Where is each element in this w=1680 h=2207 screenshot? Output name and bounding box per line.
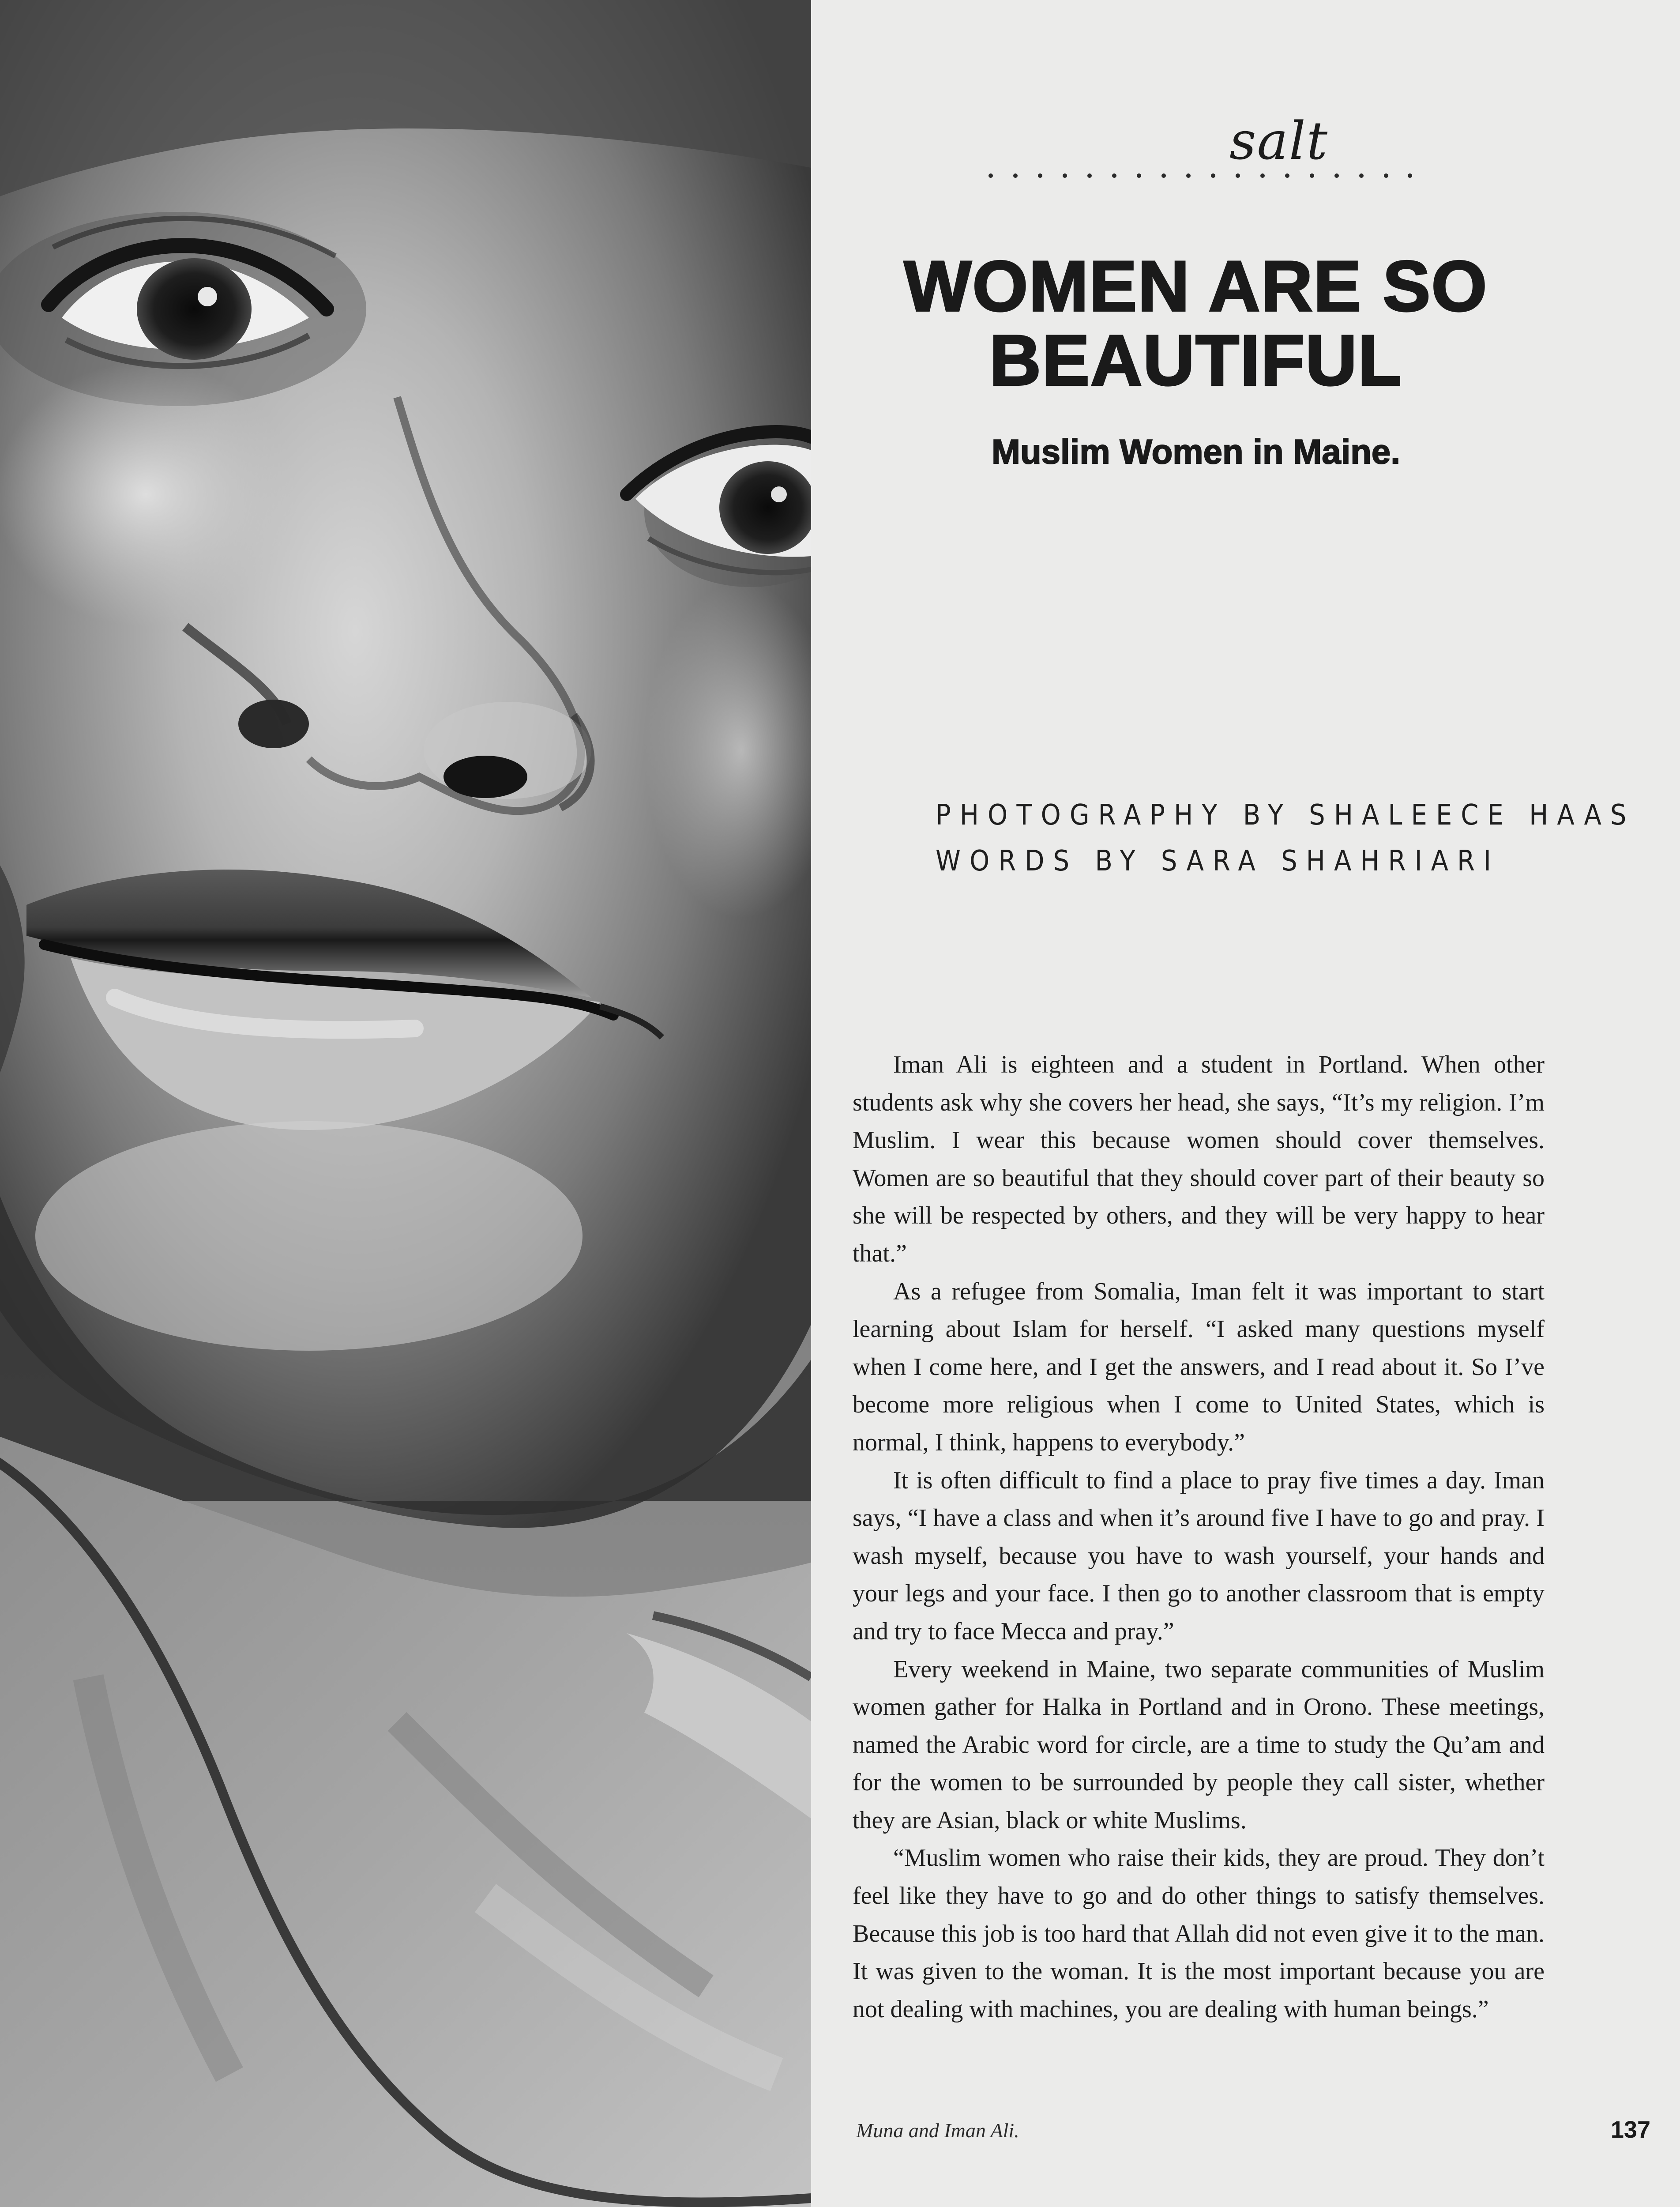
- section-label: salt: [1229, 110, 1329, 171]
- dotted-rule-divider: [986, 169, 1414, 182]
- page-number: 137: [1610, 2117, 1650, 2143]
- body-paragraph: It is often difficult to find a place to pray five times a day. Iman says, “I have a class and when it’s around five I have to go and pray. I wash myself, because you have to wash yourself, your hands and your legs and your face. I then go to another classroom that is empty and try to face Mecca and pray.”: [853, 1466, 1545, 1645]
- portrait-photo: [0, 0, 811, 2207]
- body-paragraph: Every weekend in Maine, two separate communities of Muslim women gather for Halka in Portland and in Orono. These meetings, named the Arabic word for circle, are a time to study the Qu’am and for the women to be surrounded by people they call sister, whether they are Asian, black or white Muslims.: [853, 1655, 1545, 1834]
- body-paragraph: As a refugee from Somalia, Iman felt it was important to start learning about Islam for herself. “I asked many questions myself when I come here, and I get the answers, and I read about it. So I’ve become more religious when I come to United States, which is normal, I think, happens to everybody.”: [853, 1277, 1545, 1456]
- article-title-line-1: WOMEN ARE SO: [904, 246, 1488, 326]
- article-title-line-2: BEAUTIFUL: [989, 320, 1402, 400]
- article-title: [838, 246, 1553, 400]
- photo-caption: Muna and Iman Ali.: [856, 2119, 1019, 2142]
- article-body: [853, 1046, 1545, 2028]
- words-credit: WORDS BY SARA SHAHRIARI: [936, 845, 1500, 878]
- body-paragraph: “Muslim women who raise their kids, they are proud. They don’t feel like they have to go and do other things to satisfy themselves. Because this job is too hard that Allah did not even give it to the man. It was given to the woman. It is the most important because you are not dealing with machines, you are dealing with human beings.”: [853, 1844, 1545, 2023]
- photography-credit: PHOTOGRAPHY BY SHALEECE HAAS: [936, 799, 1635, 832]
- body-paragraph: Iman Ali is eighteen and a student in Portland. When other students ask why she covers her head, she says, “It’s my religion. I’m Muslim. I wear this because women should cover themselves. Women are so beautiful that they should cover part of their beauty so she will be respected by others, and they will be very happy to hear that.”: [853, 1051, 1545, 1267]
- article-subtitle: Muslim Women in Maine.: [992, 432, 1400, 471]
